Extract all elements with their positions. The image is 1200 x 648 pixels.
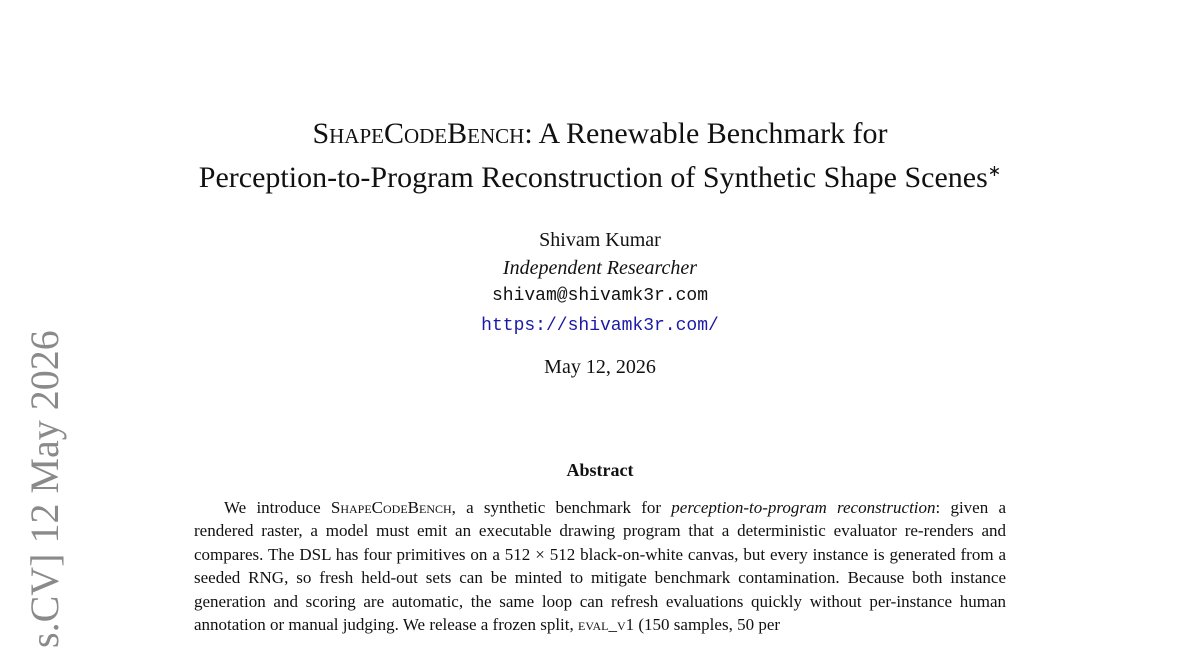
abstract-text-1: We introduce xyxy=(224,498,331,517)
title-line-1 xyxy=(0,112,1200,156)
abstract-text-4: (150 samples, 50 per xyxy=(634,615,781,635)
author-url-link[interactable]: https://shivamk3r.com/ xyxy=(481,316,719,336)
author-affiliation: Independent Researcher xyxy=(502,257,698,279)
abstract-text-2: , a synthetic benchmark for xyxy=(451,498,672,517)
abstract-body xyxy=(194,496,1006,636)
title-footnote-mark: ∗ xyxy=(987,163,1002,180)
title-line-1-rest: : A Renewable Benchmark for xyxy=(524,117,888,150)
abstract-text-3: : given a rendered raster, a model must emit an executable drawing program that a deterministic evaluator re-renders and compares. The DSL has four primitives on a 512 × 512 black-on-white canvas, but every instance is generated from a seeded RNG, so fresh held-out sets can be minted to mitigate benchmark contamination. Because both instance generation and scoring are automatic, the same loop can refresh evaluations quickly without per-instance human annotation or manual judging. We release a frozen split, xyxy=(194,498,1006,635)
bench-name: ShapeCodeBench xyxy=(312,117,525,150)
paper-title xyxy=(0,112,1200,200)
title-line-2 xyxy=(0,156,1200,200)
abstract-heading: Abstract xyxy=(566,460,634,480)
abstract-emphasis: perception-to-program reconstruction xyxy=(671,498,936,517)
abstract-split-name: eval_v1 xyxy=(578,615,635,635)
author-name: Shivam Kumar xyxy=(539,229,661,251)
abstract-paragraph xyxy=(194,496,1006,636)
paper-date: May 12, 2026 xyxy=(544,356,656,378)
abstract-bench-name: ShapeCodeBench xyxy=(330,498,452,517)
author-block xyxy=(0,226,1200,340)
title-line-2-text: Perception-to-Program Reconstruction of Synthetic Shape Scenes xyxy=(198,161,988,194)
author-email: shivam@shivamk3r.com xyxy=(491,286,709,306)
arxiv-stamp: s.CV] 12 May 2026 xyxy=(22,330,67,648)
